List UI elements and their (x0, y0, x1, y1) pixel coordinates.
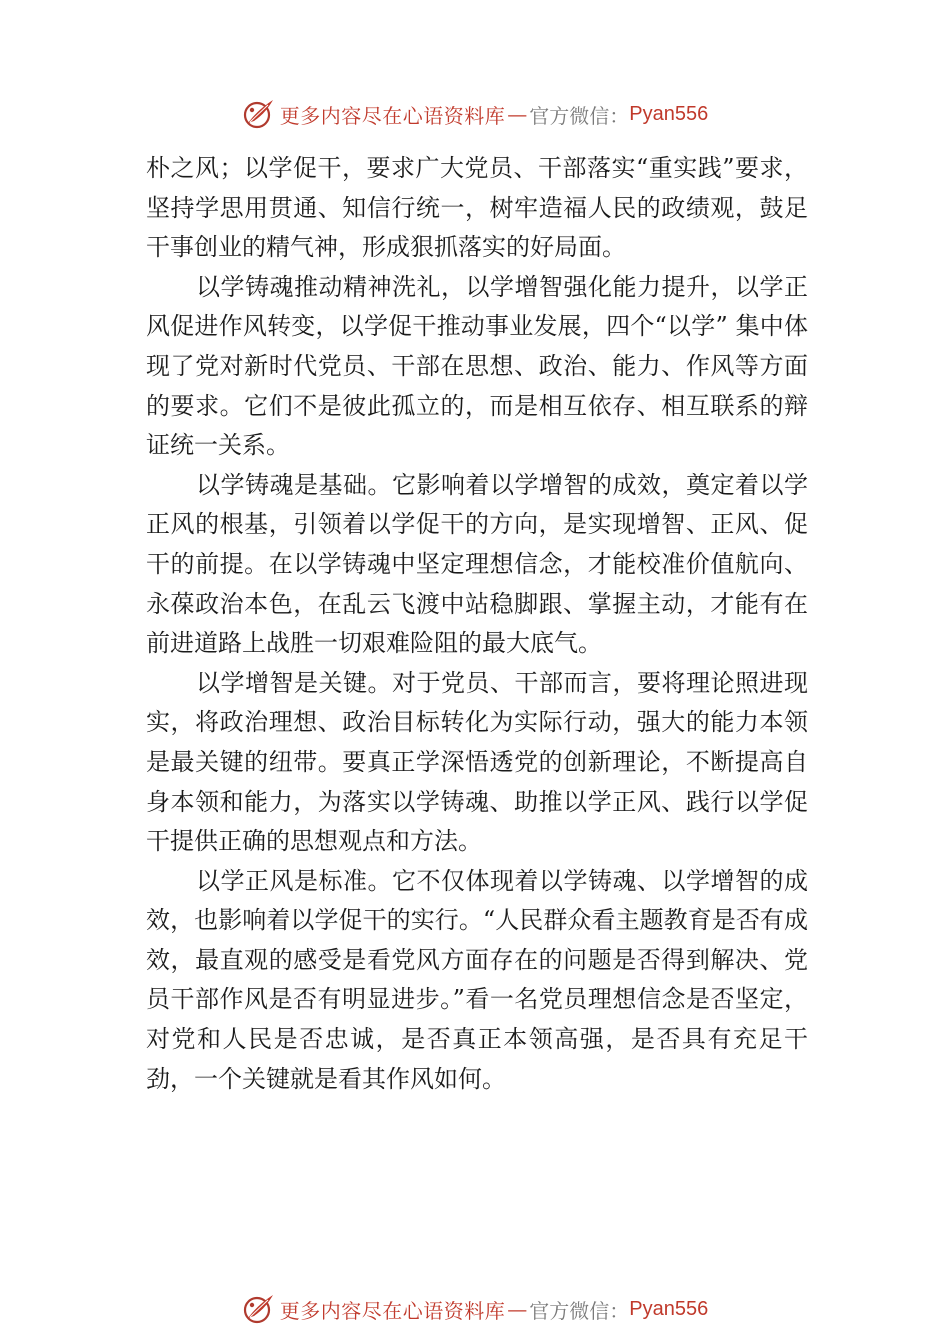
paragraph-continuation: 朴之风；以学促干，要求广大党员、干部落实“重实践”要求，坚持学思用贯通、知信行统一，树牢造福人民的政绩观，鼓足干事创业的精气神，形成狠抓落实的好局面。 (146, 154, 808, 262)
watermark-wechat-id: Pyan556 (629, 1297, 709, 1320)
watermark-wechat-label: 官方微信： (529, 103, 630, 128)
paragraph-foundation: 以学铸魂是基础。它影响着以学增智的成效，奠定着以学正风的根基，引领着以学促干的方向，是实现增智、正风、促干的前提。在以学铸魂中坚定理想信念，才能校准价值航向、永葆政治本色，在乱云飞渡中站稳脚跟、掌握主动，才能有在前进道路上战胜一切艰难险阻的最大底气。 (146, 470, 808, 658)
paragraph-standard: 以学正风是标准。它不仅体现着以学铸魂、以学增智的成效，也影响着以学促干的实行。“人民群众看主题教育是否有成效，最直观的感受是看党风方面存在的问题是否得到解决、党员干部作风是否有明显进步。”看一名党员理想信念是否坚定，对党和人民是否忠诚，是否真正本领高强，是否具有充足干劲，一个关键就是看其作风如何。 (146, 866, 808, 1093)
footer-watermark (0, 1289, 950, 1329)
watermark-brand-text: 更多内容尽在心语资料库 (279, 103, 506, 128)
watermark-separator: — (507, 1297, 528, 1321)
watermark-wechat-id: Pyan556 (629, 102, 709, 125)
watermark-wechat-label: 官方微信： (529, 1298, 630, 1323)
paragraph-key: 以学增智是关键。对于党员、干部而言，要将理论照进现实，将政治理想、政治目标转化为实际行动，强大的能力本领是最关键的纽带。要真正学深悟透党的创新理论，不断提高自身本领和能力，为落实以学铸魂、助推以学正风、践行以学促干提供正确的思想观点和方法。 (146, 668, 808, 856)
quill-pen-logo-icon (242, 1292, 276, 1326)
watermark-separator: — (507, 102, 528, 126)
watermark-brand-text: 更多内容尽在心语资料库 (279, 1298, 506, 1323)
quill-pen-logo-icon (242, 97, 276, 131)
header-watermark (0, 94, 950, 134)
paragraph-overview: 以学铸魂推动精神洗礼，以学增智强化能力提升，以学正风促进作风转变，以学促干推动事业发展，四个“以学” 集中体现了党对新时代党员、干部在思想、政治、能力、作风等方面的要求。它们不是彼此孤立的，而是相互依存、相互联系的辩证统一关系。 (146, 272, 808, 460)
document-body (146, 149, 808, 1099)
